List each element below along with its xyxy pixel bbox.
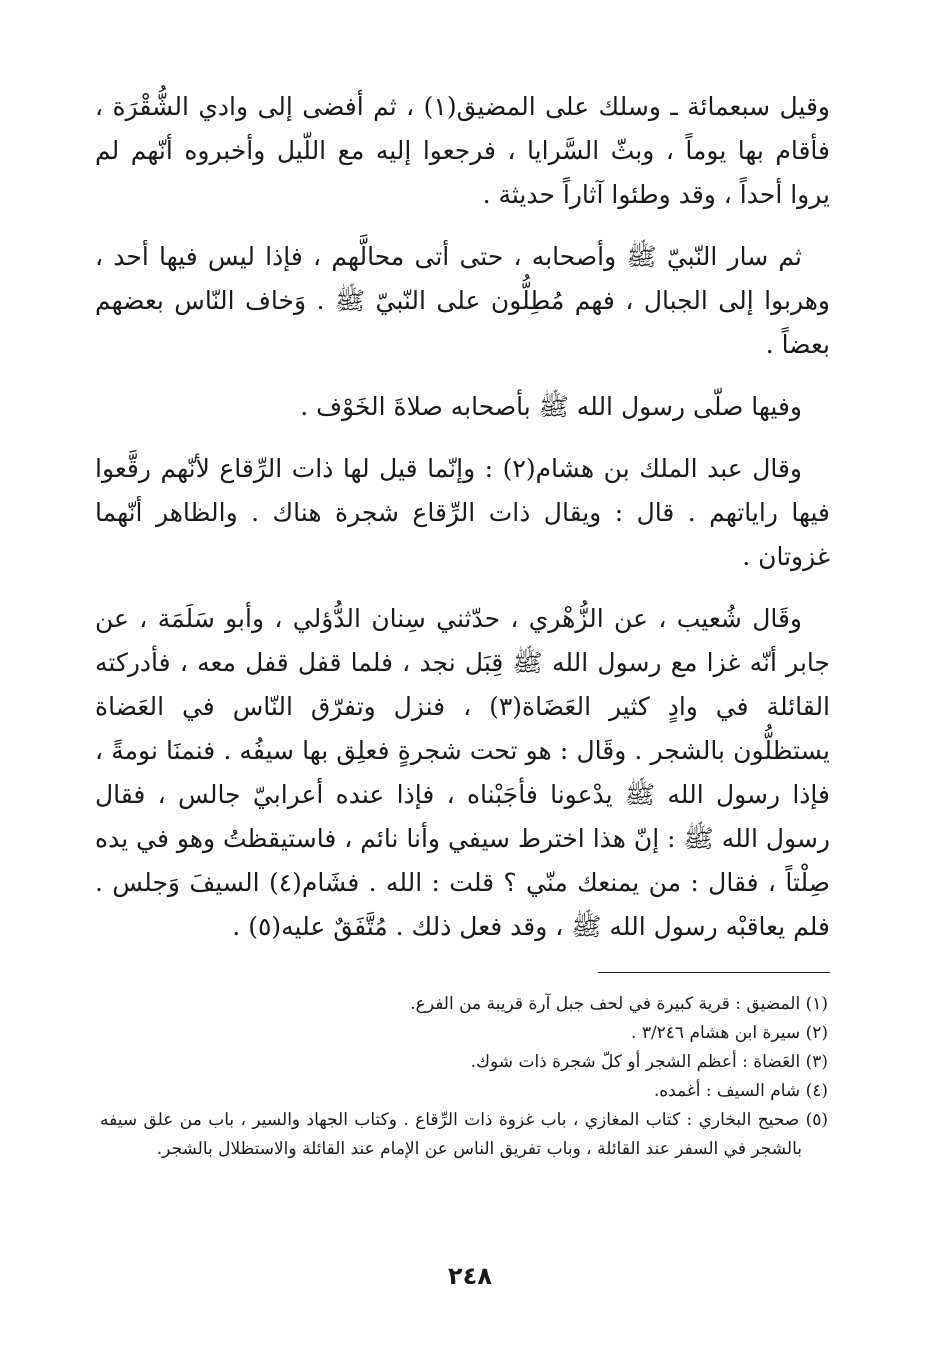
paragraph-5: وقَال شُعيب ، عن الزُّهْري ، حدّثني سِنان الدُّؤلي ، وأبو سَلَمَة ، عن جابر أنّه غزا مع رسول الله ﷺ قِبَل نجد ، فلما قفل قفل معه ، فأدركته القائلة في وادٍ كثير العَضَاة(٣) ، فنزل وتفرّق النّاس في العَضاة يستظلُّون بالشجر . وقَال : هو تحت شجرةٍ فعلِق بها سيفُه . فنمنَا نومةً ، فإذا رسول الله ﷺ يدْعونا فأجَبْناه ، فإذا عنده أعرابيّ جالس ، فقال رسول الله ﷺ : إنّ هذا اخترط سيفي وأنا نائم ، فاستيقظتُ وهو في يده صِلْتاً ، فقال : من يمنعك منّي ؟ قلت : الله . فشَام(٤) السيفَ وَجلس . فلم يعاقبْه رسول الله ﷺ ، وقد فعل ذلك . مُتَّفَقٌ عليه(٥) . [95,604,831,941]
footnote-5: (٥) صحيح البخاري : كتاب المغازي ، باب غزوة ذات الرِّقاع . وكتاب الجهاد والسير ، باب من علق سيفه بالشجر في السفر عند القائلة ، وباب تفريق الناس عن الإمام عند القائلة والاستظلال بالشجر. [100,1110,828,1159]
footnote-separator [598,972,830,973]
footnote-4: (٤) شام السيف : أغمده. [653,1081,828,1101]
footnote-2: (٢) سيرة ابن هشام ٣/٢٤٦ . [631,1023,828,1043]
paragraph-1: وقيل سبعمائة ـ وسلك على المضيق(١) ، ثم أفضى إلى وادي الشُّقْرَة ، فأقام بها يوماً ، وبثّ السَّرايا ، فرجعوا إليه مع اللّيل وأخبروه أنّهم لم يروا أحداً ، وقد وطئوا آثاراً حديثة . [95,92,830,209]
paragraph-2: ثم سار النّبيّ ﷺ وأصحابه ، حتى أتى محالَّهم ، فإذا ليس فيها أحد ، وهربوا إلى الجبال ، فهم مُطِلُّون على النّبيّ ﷺ . وَخاف النّاس بعضهم بعضاً . [95,242,830,359]
page-number: ٢٤٨ [448,1262,492,1290]
paragraph-3: وفيها صلّى رسول الله ﷺ بأصحابه صلاةَ الخَوْف . [300,392,802,421]
paragraph-4: وقال عبد الملك بن هشام(٢) : وإنّما قيل لها ذات الرِّقاع لأنّهم رقَّعوا فيها راياتهم . قال : ويقال ذات الرِّقاع شجرة هناك . والظاهر أنّهما غزوتان . [95,454,830,571]
footnote-3: (٣) العَضاة : أعظم الشجر أو كلّ شجرة ذات شوك. [470,1052,828,1072]
main-text [95,85,830,949]
footnote-1: (١) المضيق : قرية كبيرة في لحف جبل آرة قريبة من الفرع. [410,994,828,1014]
footnotes [100,990,828,1164]
